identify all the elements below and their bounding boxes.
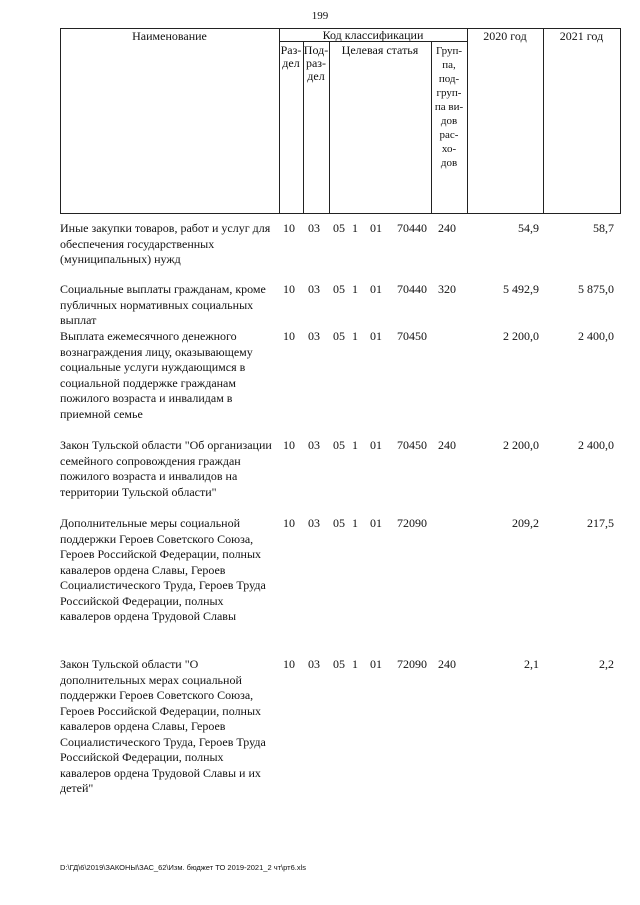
row-podrazdel: 03 [308,438,320,452]
row-target-4: 70450 [397,329,427,343]
row-value-2021: 2 400,0 [578,438,614,452]
row-name: Закон Тульской области "О дополнительных мерах социальной поддержки Героев Советского Союза, Героев Российской Федерации, полных кавалеров ордена Славы, Героев Социалистического Труда, Героев Труда Российской Федерации, полных кавалеров ордена Трудовой Славы и их детей" [60,657,266,795]
row-value-2020: 2 200,0 [503,329,539,343]
row-target-1: 05 [333,282,345,296]
row-target-1: 05 [333,438,345,452]
row-target-4: 70450 [397,438,427,452]
row-target-3: 01 [370,329,382,343]
row-target-1: 05 [333,221,345,235]
row-value-2021: 2 400,0 [578,329,614,343]
row-target-2: 1 [352,221,358,235]
row-target-1: 05 [333,516,345,530]
header-razdel: Раз- дел [280,43,302,70]
row-target-4: 70440 [397,221,427,235]
row-razdel: 10 [283,438,295,452]
page-number: 199 [311,10,329,22]
row-razdel: 10 [283,516,295,530]
row-target-3: 01 [370,438,382,452]
row-target-1: 05 [333,329,345,343]
row-name: Закон Тульской области "Об организации семейного сопровождения граждан пожилого возраста и инвалидов на территории Тульской области" [60,438,272,499]
row-target-2: 1 [352,329,358,343]
header-target: Целевая статья [341,43,419,57]
row-value-2020: 209,2 [512,516,539,530]
header-2021: 2021 год [559,29,604,43]
row-podrazdel: 03 [308,516,320,530]
row-target-2: 1 [352,657,358,671]
row-target-2: 1 [352,438,358,452]
row-podrazdel: 03 [308,221,320,235]
header-name: Наименование [132,29,207,43]
header-code: Код классификации [322,28,424,42]
row-target-3: 01 [370,657,382,671]
row-target-4: 70440 [397,282,427,296]
row-target-3: 01 [370,221,382,235]
row-value-2020: 2,1 [524,657,539,671]
row-target-1: 05 [333,657,345,671]
row-value-2021: 5 875,0 [578,282,614,296]
row-target-2: 1 [352,516,358,530]
row-target-2: 1 [352,282,358,296]
row-target-3: 01 [370,516,382,530]
row-group: 320 [438,282,456,296]
row-name: Выплата ежемесячного денежного вознаграждения лицу, оказывающему социальные услуги нуждающимся в социальной поддержке гражданам пожилого возраста и инвалидам в приемной семье [60,329,253,421]
row-podrazdel: 03 [308,282,320,296]
row-group: 240 [438,657,456,671]
row-podrazdel: 03 [308,657,320,671]
row-group: 240 [438,438,456,452]
row-value-2021: 217,5 [587,516,614,530]
header-podrazdel: Под- раз- дел [303,43,329,83]
row-razdel: 10 [283,282,295,296]
header-2020: 2020 год [483,29,527,43]
row-podrazdel: 03 [308,329,320,343]
row-name: Дополнительные меры социальной поддержки Героев Советского Союза, Героев Российской Федерации, полных кавалеров ордена Славы, Героев Социалистического Труда, Героев Труда Российской Федерации, полных кавалеров ордена Трудовой Славы [60,516,266,623]
file-path-footer: D:\ГД\6\2019\ЗАКОНЫ\ЗАС_62\Изм. бюджет ТО 2019-2021_2 чт\рт6.xls [60,863,306,872]
row-value-2021: 58,7 [593,221,614,235]
row-razdel: 10 [283,221,295,235]
row-group: 240 [438,221,456,235]
header-group: Груп- па, под- груп- па ви- дов рас- хо- дов [434,45,464,169]
row-value-2020: 5 492,9 [503,282,539,296]
row-value-2020: 2 200,0 [503,438,539,452]
row-name: Иные закупки товаров, работ и услуг для обеспечения государственных (муниципальных) нужд [60,221,271,266]
row-target-4: 72090 [397,657,427,671]
row-target-4: 72090 [397,516,427,530]
row-value-2021: 2,2 [599,657,614,671]
row-name: Социальные выплаты гражданам, кроме публичных нормативных социальных выплат [60,282,266,327]
row-razdel: 10 [283,657,295,671]
row-target-3: 01 [370,282,382,296]
row-razdel: 10 [283,329,295,343]
row-value-2020: 54,9 [518,221,539,235]
